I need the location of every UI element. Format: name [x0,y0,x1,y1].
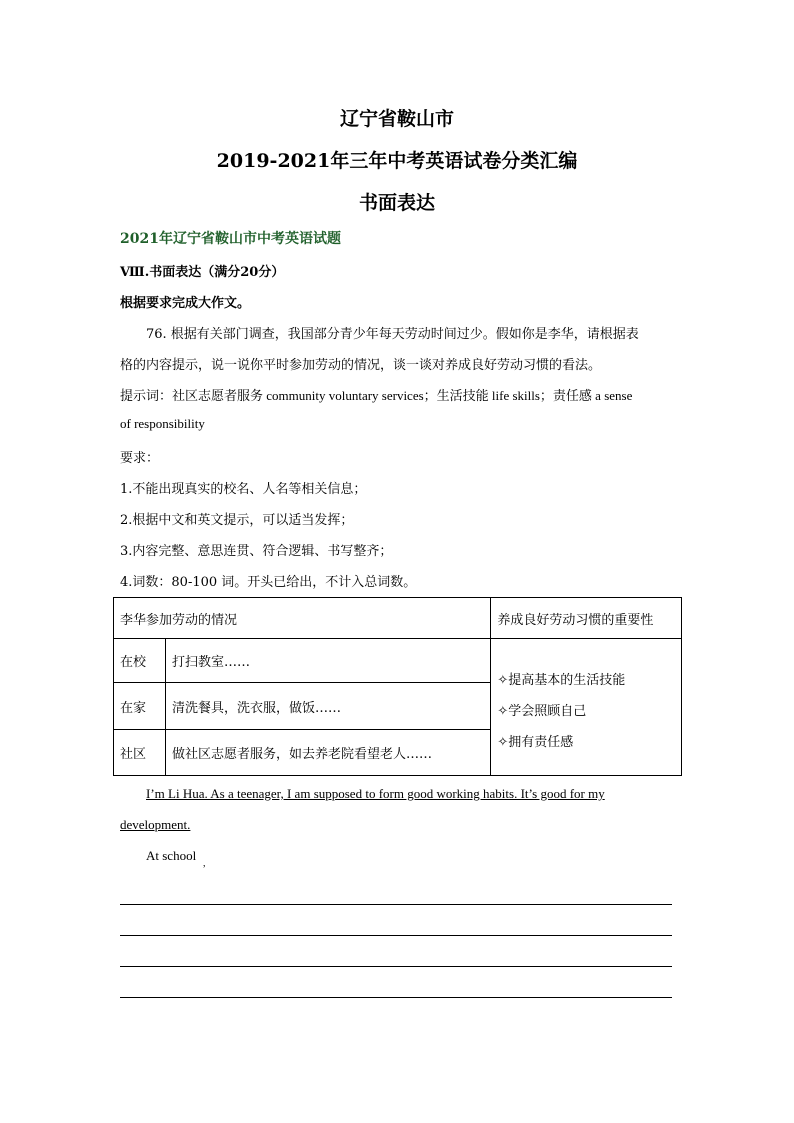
table-header-right: 养成良好劳动习惯的重要性 [491,598,682,639]
doc-title-line1: 辽宁省鞍山市 [339,108,454,130]
importance-item: ✧学会照顾自己 [497,703,587,719]
table-header-left: 李华参加劳动的情况 [114,598,491,639]
comma-mark: , [203,858,206,869]
instruction: 根据要求完成大作文。 [120,296,251,311]
table-cell-place: 在校 [114,639,166,683]
doc-title-line3: 书面表达 [358,192,435,214]
table-cell-place: 在家 [114,683,166,730]
hint-line1: 提示词：社区志愿者服务 community voluntary services；生活技能 life skills；责任感 a sense [120,388,633,403]
table-cell-content: 打扫教室…… [165,639,490,683]
writing-line[interactable] [120,966,672,967]
requirement-4: 4.词数：80-100 词。开头已给出，不计入总词数。 [120,575,417,590]
doc-title-line2: 2019-2021年三年中考英语试卷分类汇编 [216,150,578,172]
requirement-3: 3.内容完整、意思连贯、符合逻辑、书写整齐； [120,544,393,559]
importance-item: ✧拥有责任感 [497,734,574,750]
question-line1: 76. 根据有关部门调查，我国部分青少年每天劳动时间过少。假如你是李华，请根据表 [146,327,639,342]
requirement-1: 1.不能出现真实的校名、人名等相关信息； [120,482,367,497]
labor-table [113,597,682,776]
writing-line[interactable] [120,997,672,998]
at-school-prompt: At school [146,848,197,863]
requirements-label: 要求： [120,451,160,466]
opening-line1: I’m Li Hua. As a teenager, I am supposed to form good working habits. It’s good for my [146,786,605,801]
section-heading: 2021年辽宁省鞍山市中考英语试题 [120,231,341,247]
question-line2: 格的内容提示，说一说你平时参加劳动的情况，谈一谈对养成良好劳动习惯的看法。 [120,358,602,373]
part-heading: Ⅷ.书面表达（满分20分） [120,265,285,280]
table-cell-place: 社区 [114,730,166,776]
importance-item: ✧提高基本的生活技能 [497,672,626,688]
opening-line2: development. [120,817,191,832]
writing-line[interactable] [120,904,672,905]
table-row [114,639,682,683]
table-cell-content: 清洗餐具，洗衣服，做饭…… [165,683,490,730]
table-cell-content: 做社区志愿者服务，如去养老院看望老人…… [165,730,490,776]
importance-cell [491,639,682,776]
table-header-row [114,598,682,639]
writing-line[interactable] [120,935,672,936]
hint-line2: of responsibility [120,416,205,431]
requirement-2: 2.根据中文和英文提示，可以适当发挥； [120,513,354,528]
